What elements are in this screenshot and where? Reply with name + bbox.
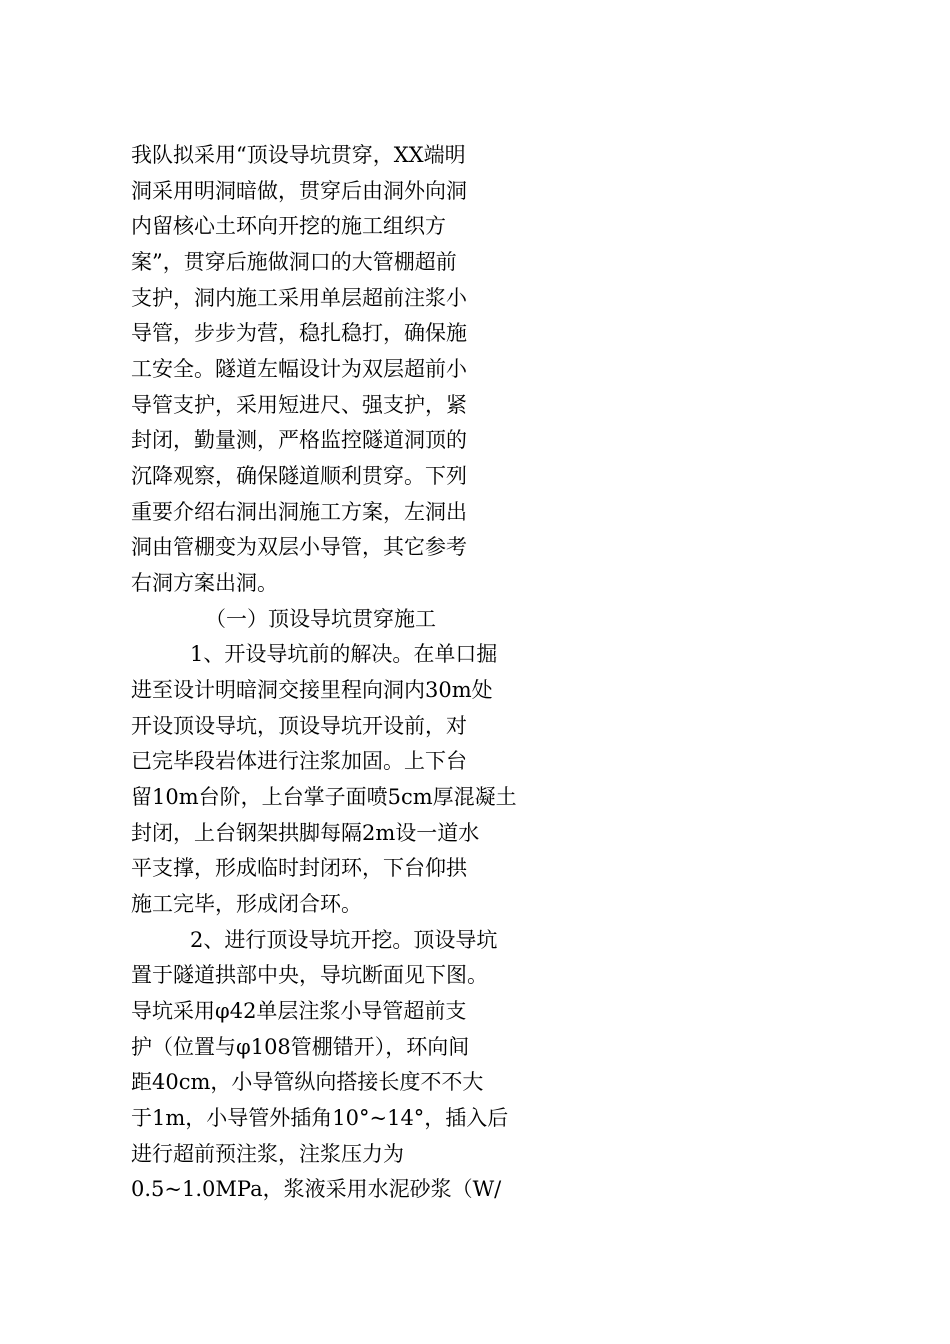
text-line: 沉降观察，确保隧道顺利贯穿。下列	[131, 464, 467, 488]
text-line: 置于隧道拱部中央，导坑断面见下图。	[131, 963, 488, 987]
text-line: 支护，洞内施工采用单层超前注浆小	[131, 286, 467, 310]
text-line: 施工完毕，形成闭合环。	[131, 892, 362, 916]
text-line: 重要介绍右洞出洞施工方案，左洞出	[131, 500, 467, 524]
text-line: 洞采用明洞暗做，贯穿后由洞外向洞	[131, 179, 467, 203]
text-line: 距40cm，小导管纵向搭接长度不不大	[131, 1070, 484, 1094]
text-line: 右洞方案出洞。	[131, 571, 278, 595]
text-line: 导坑采用φ42单层注浆小导管超前支	[131, 999, 467, 1023]
text-line: 我队拟采用“顶设导坑贯穿，XX端明	[131, 143, 466, 167]
text-line: 导管，步步为营，稳扎稳打，确保施	[131, 321, 467, 345]
text-line: 导管支护，采用短进尺、强支护，紧	[131, 393, 467, 417]
text-line: 进行超前预注浆，注浆压力为	[131, 1142, 404, 1166]
text-line: 工安全。隧道左幅设计为双层超前小	[131, 357, 467, 381]
text-line: 已完毕段岩体进行注浆加固。上下台	[131, 749, 467, 773]
text-line: 封闭，勤量测，严格监控隧道洞顶的	[131, 428, 467, 452]
text-line: 0.5~1.0MPa，浆液采用水泥砂浆（W/	[131, 1177, 502, 1201]
text-line: 留10m台阶，上台掌子面喷5cm厚混凝土	[131, 785, 517, 809]
text-line: 开设顶设导坑，顶设导坑开设前，对	[131, 714, 467, 738]
text-line: 护（位置与φ108管棚错开），环向间	[131, 1035, 470, 1059]
text-line: 洞由管棚变为双层小导管，其它参考	[131, 535, 467, 559]
text-line: 平支撑，形成临时封闭环，下台仰拱	[131, 856, 467, 880]
text-line: 于1m，小导管外插角10°~14°，插入后	[131, 1106, 509, 1130]
text-line: 封闭，上台钢架拱脚每隔2m设一道水	[131, 821, 480, 845]
text-line: 进至设计明暗洞交接里程向洞内30m处	[131, 678, 493, 702]
text-line: 内留核心土环向开挖的施工组织方	[131, 214, 446, 238]
paragraph-first-line: 1、开设导坑前的解决。在单口掘	[190, 642, 498, 666]
text-line: 案”，贯穿后施做洞口的大管棚超前	[131, 250, 457, 274]
section-heading: （一）顶设导坑贯穿施工	[205, 607, 436, 631]
paragraph-first-line: 2、进行顶设导坑开挖。顶设导坑	[190, 928, 498, 952]
